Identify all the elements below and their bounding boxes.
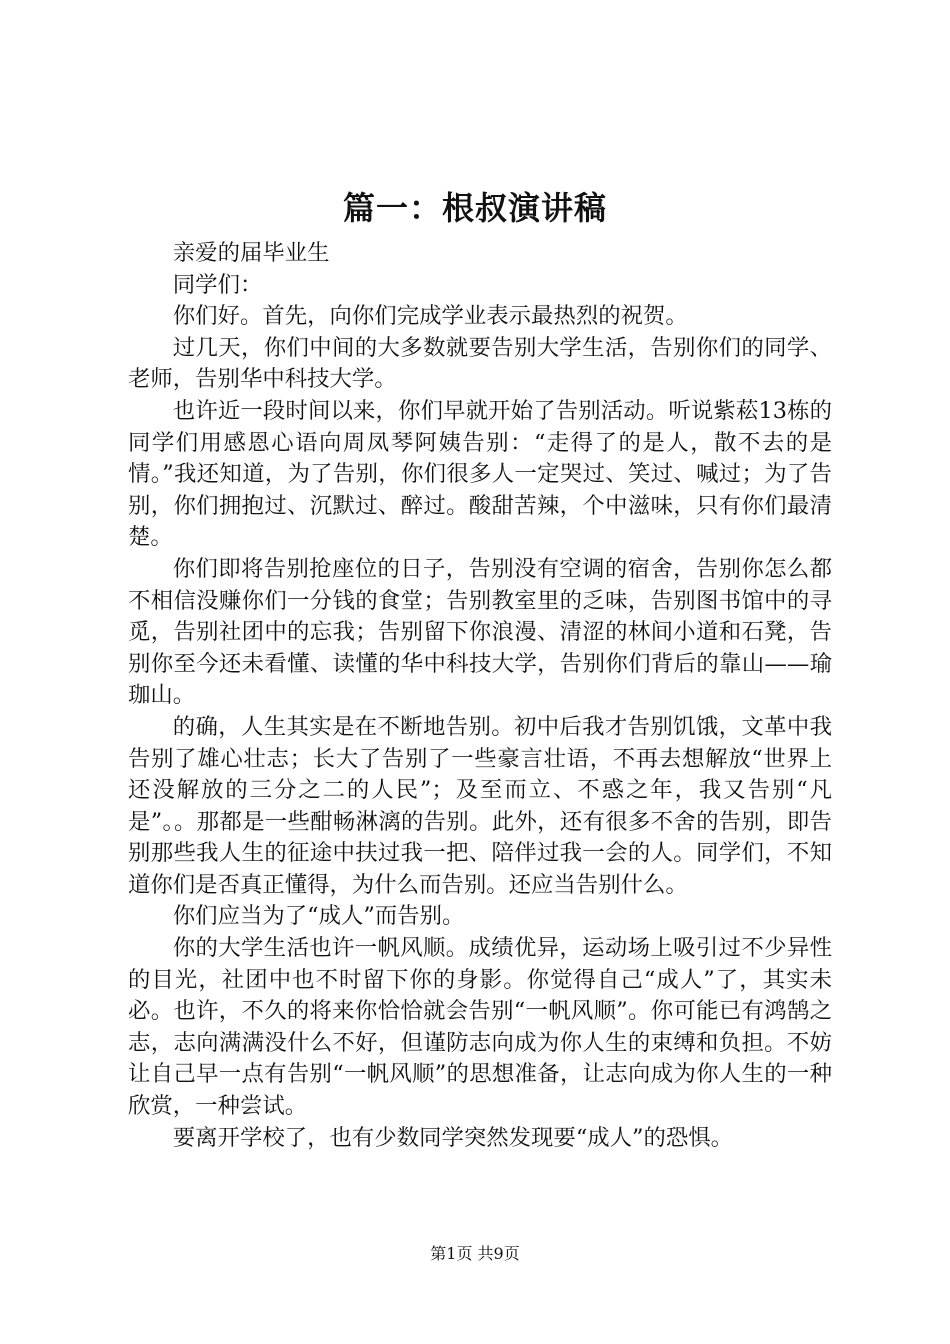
document-title: 篇一：根叔演讲稿 (342, 189, 607, 227)
page-footer: 第1页 共9页 (430, 1244, 520, 1263)
paragraph: 你们即将告别抢座位的日子，告别没有空调的宿舍，告别你怎么都不相信没赚你们一分钱的食堂；告别教室里的乏味，告别图书馆中的寻觅，告别社团中的忘我；告别留下你浪漫、清涩的林间小道和石凳，告别你至今还未看懂、读懂的华中科技大学，告别你们背后的靠山——瑜珈山。 (128, 555, 832, 709)
salutation-line-1: 亲爱的届毕业生 (172, 240, 330, 266)
paragraph: 你的大学生活也许一帆风顺。成绩优异，运动场上吸引过不少异性的目光，社团中也不时留下你的身影。你觉得自己“成人”了，其实未必。也许，不久的将来你恰恰就会告别“一帆风顺”。你可能已有鸿鹄之志，志向满满没什么不好，但谨防志向成为你人生的束缚和负担。不妨让自己早一点有告别“一帆风顺”的思想准备，让志向成为你人生的一种欣赏，一种尝试。 (128, 935, 832, 1120)
paragraph: 要离开学校了，也有少数同学突然发现要“成人”的恐惧。 (172, 1124, 734, 1151)
paragraph: 你们应当为了“成人”而告别。 (172, 903, 465, 930)
document-body (128, 238, 832, 1154)
paragraph: 过几天，你们中间的大多数就要告别大学生活，告别你们的同学、老师，告别华中科技大学。 (128, 334, 832, 393)
paragraph: 你们好。首先，向你们完成学业表示最热烈的祝贺。 (172, 303, 688, 330)
salutation-line-2: 同学们： (172, 271, 263, 298)
paragraph: 的确，人生其实是在不断地告别。初中后我才告别饥饿，文革中我告别了雄心壮志；长大了告别了一些豪言壮语，不再去想解放“世界上还没解放的三分之二的人民”；及至而立、不惑之年，我又告别“凡是”。。那都是一些酣畅淋漓的告别。此外，还有很多不舍的告别，即告别那些我人生的征途中扶过我一把、陪伴过我一会的人。同学们，不知道你们是否真正懂得，为什么而告别。还应当告别什么。 (128, 713, 832, 898)
paragraph: 也许近一段时间以来，你们早就开始了告别活动。听说紫菘13栋的同学们用感恩心语向周凤琴阿姨告别：“走得了的是人，散不去的是情。”我还知道，为了告别，你们很多人一定哭过、笑过、喊过；为了告别，你们拥抱过、沉默过、醉过。酸甜苦辣，个中滋味，只有你们最清楚。 (128, 397, 832, 551)
